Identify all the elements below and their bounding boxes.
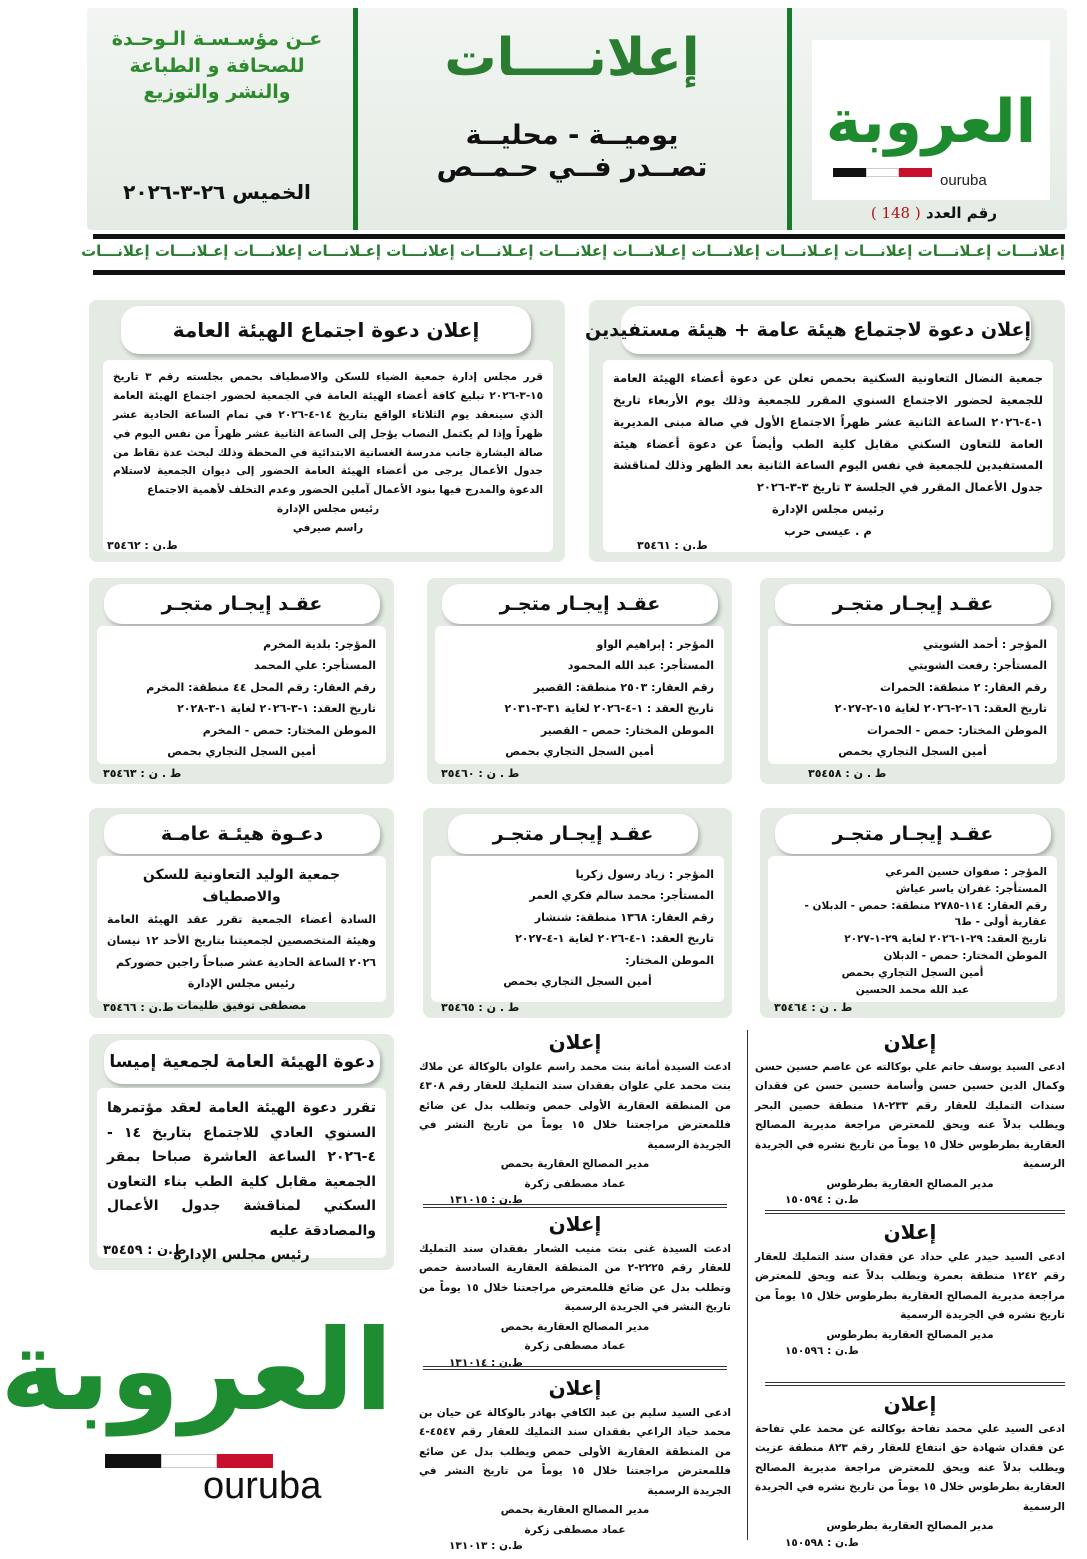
newspaper-logo xyxy=(812,40,1050,200)
ad-rent-contract xyxy=(427,578,732,784)
column-divider xyxy=(747,1030,748,1540)
ad-body: المؤجر : أحمد الشويتي المستأجر: رفعت الشويتي رقم العقار: ٢ منطقة: الحمرات تاريخ العقد: ١٦-٢-٢٠٢٦ لغاية ١٥-٢-٢٠٢٧ الموطن المختار: حمص - الحمرات أمين السجل التجاري بحمص xyxy=(768,626,1057,764)
ad-ref: ط.ن : ٣٥٤٦١ xyxy=(637,539,708,552)
rule-bottom xyxy=(93,270,1065,275)
ad-ref: ط . ن : ٣٥٤٦٤ xyxy=(774,1001,853,1014)
ad-ref: ط . ن : ٣٥٤٦٠ xyxy=(441,767,520,780)
notice-separator xyxy=(765,1382,1065,1386)
ad-ref: ط . ن : ٣٥٤٦٣ xyxy=(103,767,182,780)
issue-date: الخميس ٢٦-٣-٢٠٢٦ xyxy=(123,180,311,204)
ad-title: عقـد إيجـار متجـر xyxy=(448,814,698,854)
ad-ref: ط . ن : ٣٥٤٦٥ xyxy=(441,1001,520,1014)
publisher: عـن مؤسـسـة الـوحـدة للصحافة و الطباعة والنشر والتوزيع xyxy=(111,28,323,104)
ad-emesa-assembly xyxy=(89,1034,394,1270)
logo-text: العروبة xyxy=(825,87,1037,157)
ad-title: دعوة الهيئة العامة لجمعية إميسا xyxy=(104,1040,380,1084)
ad-body: المؤجر : صفوان حسين المرعي المستأجر: غفران ياسر عياش رقم العقار: ١١٤-٢٧٨٥ منطقة: حمص - الدبلان - عقارية أولى - ط٦ تاريخ العقد: ٢٩-١-٢٠٢٦ لغاية ٢٩-١-٢٠٢٧ الموطن المختار: حمص - الدبلان أمين السجل التجاري بحمص عبد الله محمد الحسين xyxy=(768,856,1057,1002)
notice: إعلان ادعى السيد سليم بن عبد الكافي بهادر بالوكالة عن حيان بن محمد حياد الراعي بفقدان سند التمليك للعقار رقم ٤٥٤٧-٤ من المنطقة العقارية الأولى حمص ويطلب بدل عن ضائع فللمعترض مراجعتنا خلال ١٥ يوماً من تاريخ النشر في الجريدة الرسمية مدير المصالح العقارية بحمص عماد مصطفى زكرة ط.ن : ١٣١٠١٣ xyxy=(419,1376,731,1552)
ad-ref: ط.ن : ٣٥٤٦٦ xyxy=(103,1001,174,1014)
ad-ref: ط.ن : ٣٥٤٥٩ xyxy=(103,1243,187,1258)
ad-rent-contract xyxy=(760,578,1065,784)
ad-title: إعلان دعوة اجتماع الهيئة العامة xyxy=(121,306,531,354)
ads-strip: إعلانـــات إعـلانـــات إعلانـــات إعـلانـــات إعلانـــات إعـلانـــات إعلانـــات إعـلانـــات إعلانـــات إعـلانـــات إعلانـــات إعـلانـــات إعلانـــات xyxy=(81,242,1065,260)
ad-title: إعلان دعوة لاجتماع هيئة عامة + هيئة مستفيدين xyxy=(621,306,1031,354)
logo-latin: ouruba xyxy=(940,172,987,189)
footer-logo xyxy=(0,1295,393,1520)
ad-title: دعـوة هيئـة عامـة xyxy=(104,814,380,854)
masthead-divider-left xyxy=(353,8,358,230)
ad-title: عقـد إيجـار متجـر xyxy=(775,814,1051,854)
section-title: إعلانــــات xyxy=(444,28,700,88)
ad-title: عقـد إيجـار متجـر xyxy=(775,584,1051,624)
notice: إعلان ادعى السيد علي محمد تفاحة بوكالته عن محمد علي تفاحة عن فقدان شهادة حق انتفاع للعقار رقم ٨٢٣ منطقة عزيت ويطلب بدلاً عنه ويحق للمعترض مراجعة مديرية المصالح العقارية بطرطوس خلال ١٥ يوماً من تاريخ نشره في الجريدة الرسمية مدير المصالح العقارية بطرطوس ط.ن : ١٥٠٥٩٨ xyxy=(755,1392,1066,1549)
flag-stripe xyxy=(832,162,932,171)
ad-body: قرر مجلس إدارة جمعية الضياء للسكن والاصطياف بحمص بجلسته رقم ٣ تاريخ ١٥-٣-٢٠٢٦ تبليغ كافة أعضاء الهيئة العامة في الجمعية لحضور اجتماع الهيئة العامة الذي سينعقد يوم الثلاثاء الواقع بتاريخ ١٤-٤-٢٠٢٦ في تمام الساعة الحادية عشر ظهراً وإذا لم يكتمل النصاب يؤجل إلى الساعة الثانية عشر ظهراً من نفس اليوم في صالة البشارة جانب مدرسة الغسانية الابتدائية في المحطة وذلك لبحث عدة نقاط من جدول الأعمال يرجى من أعضاء الهيئة العامة الحضور إلى ديوان الجمعية لاستلام الدعوة والمدرج فيها بنود الأعمال آملين الحضور وعدم التخلف لأهمية الاجتماع رئيس مجلس الإدارة راسم صيرفي xyxy=(103,360,553,552)
ad-general-invitation xyxy=(89,808,394,1018)
rule-top xyxy=(93,234,1065,239)
ad-body: المؤجر: بلدية المخرم المستأجر: علي المحمد رقم العقار: رقم المحل ٤٤ منطقة: المخرم تاريخ العقد: ١-٣-٢٠٢٦ لغاية ١-٣-٢٠٢٨ الموطن المختار: حمص - المخرم أمين السجل التجاري بحمص xyxy=(97,626,386,764)
ad-rent-contract xyxy=(89,578,394,784)
masthead-divider-right xyxy=(787,8,792,230)
ad-title: عقـد إيجـار متجـر xyxy=(442,584,718,624)
ad-body: المؤجر : إبراهيم الواو المستأجر: عبد الله المحمود رقم العقار: ٢٥٠٣ منطقة: القصير تاريخ العقد : ١-٤-٢٠٢٦ لغاية ٣١-٣-٢٠٣١ الموطن المختار: حمص - القصير أمين السجل التجاري بحمص xyxy=(435,626,724,764)
notice: إعلان ادعى السيد حيدر علي حداد عن فقدان سند التمليك للعقار رقم ١٢٤٢ منطقة بعمرة ويطلب بدلاً عنه ويحق للمعترض مراجعة مديرية المصالح العقارية بطرطوس خلال ١٥ يوماً من تاريخ نشره في الجريدة الرسمية مدير المصالح العقارية بطرطوس ط.ن : ١٥٠٥٩٦ xyxy=(755,1220,1065,1358)
ad-body: تقرر دعوة الهيئة العامة لعقد مؤتمرها السنوي العادي للاجتماع بتاريخ ١٤ - ٤-٢٠٢٦ الساعة العاشرة صباحا بمقر الجمعية مقابل كلية الطب بناء التعاون السكني لمناقشة جدول الأعمال والمصادقة عليه رئيس مجلس الإدارة xyxy=(97,1088,386,1258)
ad-rent-contract xyxy=(423,808,732,1018)
ad-body: جمعية النضال التعاونية السكنية بحمص تعلن عن دعوة أعضاء الهيئة العامة للجمعية لحضور الاجتماع السنوي المقرر للجمعية وذلك يوم الأربعاء تاريخ ١-٤-٢٠٢٦ الساعة الثانية عشر ظهراً الاجتماع الأول في صالة مبنى المديرية العامة للتعاون السكني مقابل كلية الطب وأيضاً عن دعوة أعضاء هيئة المستفيدين للجمعية في نفس اليوم الساعة الثانية بعد الظهر وذلك لمناقشة جدول الأعمال المقرر في الجلسة ٣ تاريخ ٣-٣-٢٠٢٦ رئيس مجلس الإدارة م . عيسى حرب xyxy=(603,360,1053,552)
notice-separator xyxy=(765,1210,1065,1214)
footer-logo-text: العروبة xyxy=(0,1306,393,1436)
ad-ref: ط.ن : ٣٥٤٦٢ xyxy=(107,539,178,552)
ad-rent-contract xyxy=(760,808,1065,1018)
footer-logo-latin: ouruba xyxy=(203,1465,322,1507)
ad-body: جمعية الوليد التعاونية للسكن والاصطياف السادة أعضاء الجمعية تقرر عقد الهيئة العامة وهيئة المتخصصين لجمعيتنا بتاريخ الأحد ١٢ نيسان ٢٠٢٦ الساعة الحادية عشر صباحاً راجين حضوركم رئيس مجلس الإدارة مصطفى توفيق طليمات xyxy=(97,856,386,1002)
section-subtitle-city: تصــدر فــي حـمــص xyxy=(436,152,708,183)
masthead xyxy=(67,0,1087,236)
notice: إعلان ادعت السيدة غنى بنت منيب الشعار بفقدان سند التمليك للعقار رقم ٢٢٢٥-٢ من المنطقة العقارية السادسة حمص وتطلب بدل عن ضائع فللمعترض مراجعتنا خلال ١٥ يوماً من تاريخ النشر في الجريدة الرسمية مدير المصالح العقارية بحمص عماد مصطفى زكرة ط.ن : ١٣١٠١٤ xyxy=(419,1212,732,1369)
notice: إعلان ادعت السيدة أمانة بنت محمد راسم علوان بالوكالة عن ملاك بنت محمد علي علوان بفقدان سند التمليك للعقار رقم ٤٣٠٨ من المنطقة العقارية الأولى حمص وتطلب بدل عن ضائع فللمعترض مراجعتنا خلال ١٥ يوماً من تاريخ النشر في الجريدة الرسمية مدير المصالح العقارية بحمص عماد مصطفى زكرة ط.ن : ١٣١٠١٥ xyxy=(419,1030,731,1206)
notice-separator xyxy=(423,1366,727,1370)
ad-ref: ط . ن : ٣٥٤٥٨ xyxy=(808,767,887,780)
issue-number: رقم العدد ( 148 ) xyxy=(870,204,997,222)
section-subtitle: يوميــة - محليــة xyxy=(465,120,679,151)
ad-assembly-invitation xyxy=(585,300,1065,562)
notice: إعلان ادعى السيد يوسف حاتم علي بوكالته عن عاصم حسين حسن وكمال الدين حسين حسن وأسامة حسين حسن عن فقدان سندات التمليك للعقار رقم ٢٣٣-١٨ منطقة حصين البحر ويطلب بدلاً عنه ويحق للمعترض مراجعة مديرية المصالح العقارية بطرطوس خلال ١٥ يوماً من تاريخ نشره في الجريدة الرسمية مدير المصالح العقارية بطرطوس ط.ن : ١٥٠٥٩٤ xyxy=(755,1030,1066,1206)
ad-general-assembly xyxy=(89,300,565,562)
ad-title: عقـد إيجـار متجـر xyxy=(104,584,380,624)
ad-body: المؤجر : زياد رسول زكريا المستأجر: محمد سالم فكري العمر رقم العقار: ١٣٦٨ منطقة: شنشار تاريخ العقد: ١-٤-٢٠٢٦ لغاية ١-٤-٢٠٢٧ الموطن المختار: أمين السجل التجاري بحمص xyxy=(431,856,724,1002)
notice-separator xyxy=(423,1204,727,1208)
